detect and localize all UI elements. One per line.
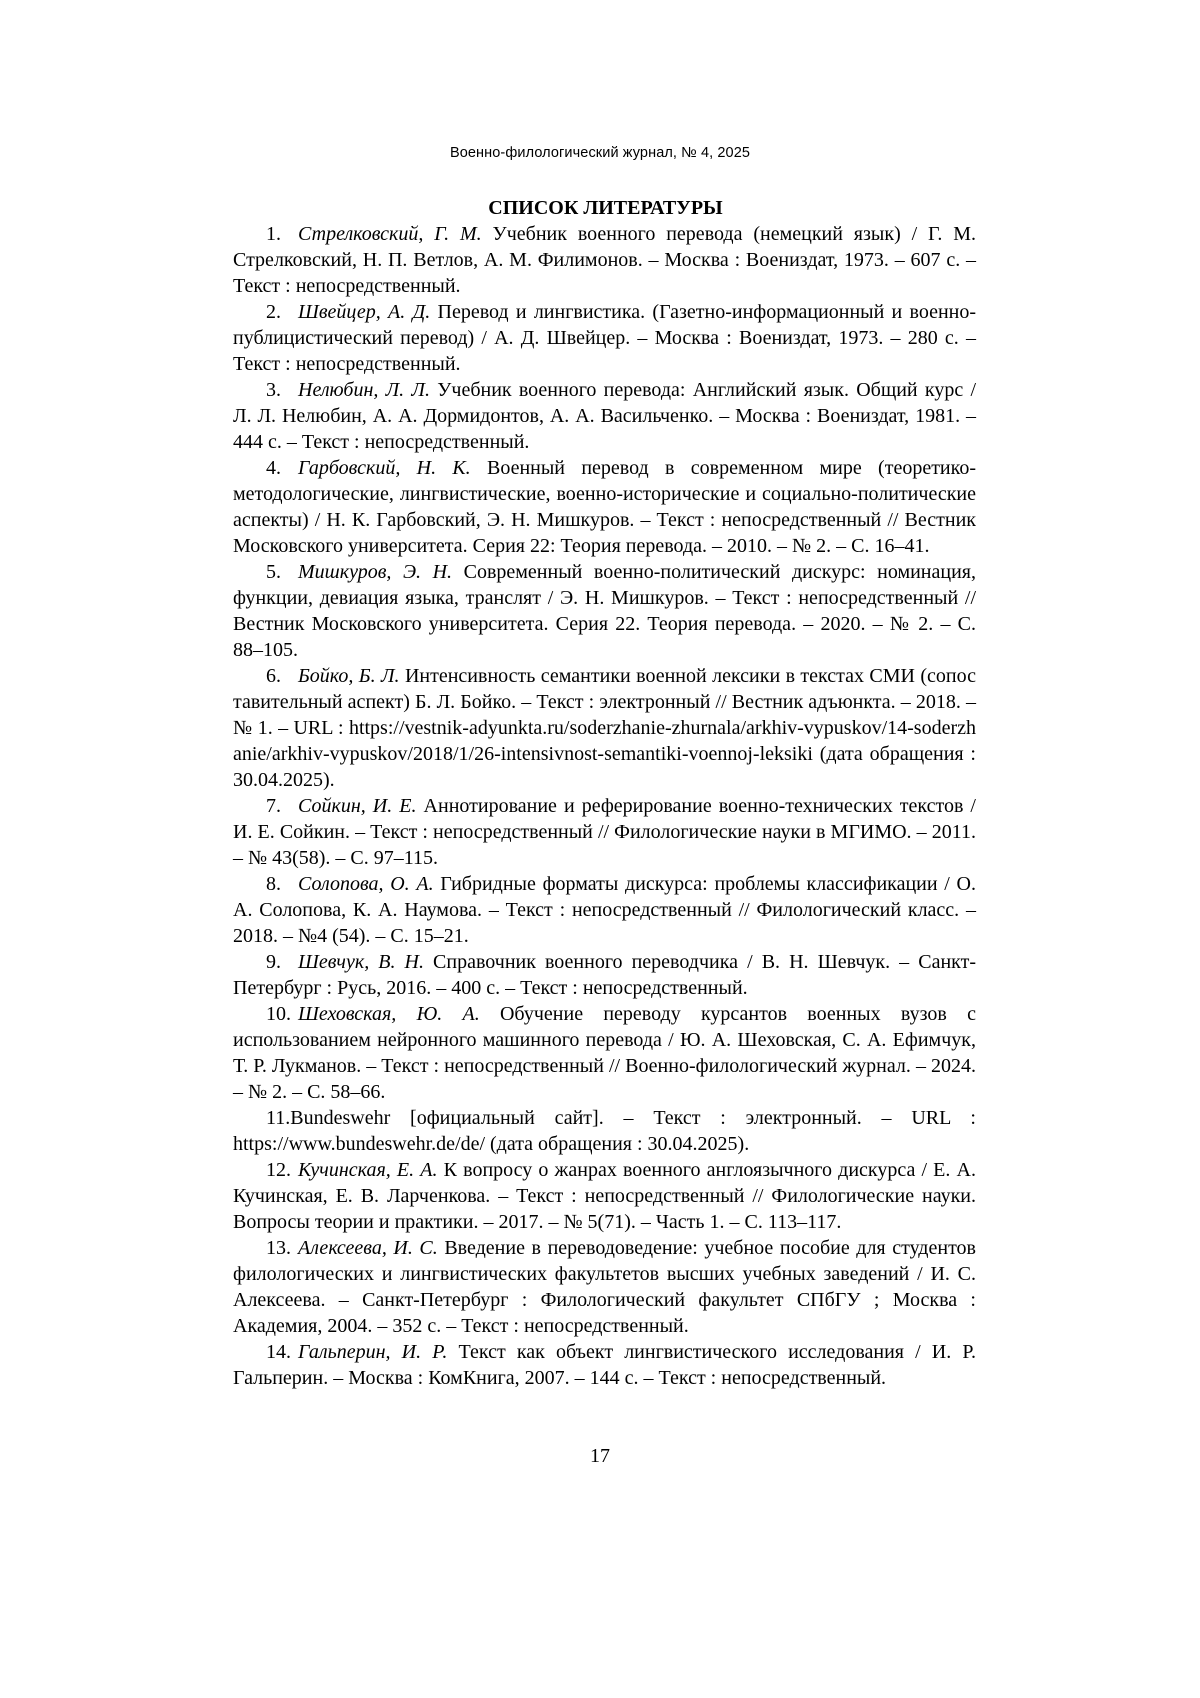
- reference-item: [233, 377, 976, 455]
- reference-author: Мишкуров, Э. Н.: [298, 561, 453, 583]
- reference-text: Обучение переводу курсантов военных вузов с использованием нейронного машинного перевода / Ю. А. Шеховская, С. А. Ефимчук, Т. Р. Лукманов. – Текст : непосредственный // Военно-филологический журнал. – 2024. – № 2. – С. 58–66.: [233, 1003, 976, 1103]
- reference-number: 6.: [266, 665, 281, 687]
- reference-text: Гибридные форматы дискурса: проблемы классификации / О. А. Солопова, К. А. Наумова. – Текст : непосредственный // Филологический класс. – 2018. – №4 (54). – С. 15–21.: [233, 873, 976, 947]
- reference-author: Алексеева, И. С.: [298, 1237, 438, 1259]
- reference-author: Сойкин, И. Е.: [298, 795, 417, 817]
- reference-text: Военный перевод в современном мире (теоретико-методологические, лингвистические, военно-исторические и социально-политические аспекты) / Н. К. Гарбовский, Э. Н. Мишкуров. – Текст : непосредственный // Вестник Московского университета. Серия 22: Теория перевода. – 2010. – № 2. – С. 16–41.: [233, 457, 976, 557]
- reference-author: Кучинская, Е. А.: [298, 1159, 438, 1181]
- reference-author: Стрелковский, Г. М.: [298, 223, 482, 245]
- references-section: [233, 195, 976, 1391]
- reference-number: 13.: [266, 1237, 291, 1259]
- reference-text: Современный военно-политический дискурс: номинация, функции, девиация языка, транслят / Э. Н. Мишкуров. – Текст : непосредственный // Вестник Московского университета. Серия 22. Теория перевода. – 2020. – № 2. – С. 88–105.: [233, 561, 976, 661]
- reference-item: [233, 559, 976, 663]
- reference-number: 5.: [266, 561, 281, 583]
- reference-item: [233, 793, 976, 871]
- reference-number: 8.: [266, 873, 281, 895]
- reference-author: Бойко, Б. Л.: [298, 665, 400, 687]
- reference-item: [233, 871, 976, 949]
- section-title: СПИСОК ЛИТЕРАТУРЫ: [488, 197, 723, 219]
- reference-number: 4.: [266, 457, 281, 479]
- reference-text: Справочник военного переводчика / В. Н. Шевчук. – Санкт-Петербург : Русь, 2016. – 400 с. – Текст : непосредственный.: [233, 951, 977, 999]
- reference-author: Шеховская, Ю. А.: [298, 1003, 480, 1025]
- reference-text: Bundeswehr [официальный сайт]. – Текст : электронный. – URL : https://www.bundeswehr.de/de/ (дата обращения : 30.04.2025).: [233, 1107, 976, 1155]
- reference-text: Учебник военного перевода (немецкий язык) / Г. М. Стрелковский, Н. П. Ветлов, А. М. Филимонов. – Москва : Воениздат, 1973. – 607 с. – Текст : непосредственный.: [233, 223, 976, 297]
- reference-text: Текст как объект лингвистического исследования / И. Р. Гальперин. – Москва : КомКнига, 2007. – 144 с. – Текст : непосредственный.: [233, 1341, 976, 1389]
- reference-number: 9.: [266, 951, 281, 973]
- reference-item: [233, 1339, 976, 1391]
- reference-text: Введение в переводоведение: учебное пособие для студентов филологических и лингвистических факультетов высших учебных заведений / И. С. Алексеева. – Санкт-Петербург : Филологический факультет СПбГУ ; Москва : Академия, 2004. – 352 с. – Текст : непосредственный.: [233, 1237, 976, 1337]
- reference-text: Перевод и лингвистика. (Газетно-информационный и военно-публицистический перевод) / А. Д. Швейцер. – Москва : Воениздат, 1973. – 280 с. – Текст : непосредственный.: [233, 301, 977, 375]
- reference-item: [233, 1157, 976, 1235]
- reference-number: 1.: [266, 223, 281, 245]
- page-number: 17: [590, 1445, 610, 1467]
- reference-number: 10.: [266, 1003, 291, 1025]
- reference-text: Аннотирование и реферирование военно-технических текстов / И. Е. Сойкин. – Текст : непосредственный // Филологические науки в МГИМО. – 2011. – № 43(58). – С. 97–115.: [233, 795, 976, 869]
- running-header: Военно-филологический журнал, № 4, 2025: [449, 145, 751, 161]
- reference-item: [233, 1105, 976, 1157]
- reference-author: Шевчук, В. Н.: [298, 951, 424, 973]
- reference-item: [233, 1235, 976, 1339]
- reference-author: Швейцер, А. Д.: [298, 301, 431, 323]
- reference-author: Гарбовский, Н. К.: [298, 457, 471, 479]
- reference-author: Нелюбин, Л. Л.: [298, 379, 430, 401]
- reference-number: 11.: [266, 1107, 291, 1129]
- reference-item: [233, 221, 976, 299]
- reference-item: [233, 299, 976, 377]
- reference-author: Солопова, О. А.: [298, 873, 434, 895]
- reference-text: К вопросу о жанрах военного англоязычного дискурса / Е. А. Кучинская, Е. В. Ларченкова. – Текст : непосредственный // Филологические науки. Вопросы теории и практики. – 2017. – № 5(71). – Часть 1. – С. 113–117.: [233, 1159, 976, 1233]
- reference-author: Гальперин, И. Р.: [298, 1341, 448, 1363]
- reference-item: [233, 663, 976, 793]
- reference-number: 2.: [266, 301, 281, 323]
- reference-number: 14.: [266, 1341, 291, 1363]
- reference-text: Учебник военного перевода: Английский язык. Общий курс / Л. Л. Нелюбин, А. А. Дормидонтов, А. А. Васильченко. – Москва : Воениздат, 1981. – 444 с. – Текст : непосредственный.: [233, 379, 977, 453]
- reference-item: [233, 949, 976, 1001]
- reference-number: 12.: [266, 1159, 291, 1181]
- reference-number: 7.: [266, 795, 281, 817]
- reference-item: [233, 455, 976, 559]
- reference-text: Интенсивность семантики военной лексики в текстах СМИ (сопоставительный аспект) Б. Л. Бойко. – Текст : электронный // Вестник адъюнкта. – 2018. – № 1. – URL : https://vestnik-adyunkta.ru/soderzhanie-zhurnala/arkhiv-vypuskov/14-soderzhanie/arkhiv-vypuskov/2018/1/26-intensivnost-semantiki-voennoj-leksiki (дата обращения : 30.04.2025).: [233, 665, 976, 791]
- reference-list: [233, 221, 976, 1391]
- reference-number: 3.: [266, 379, 281, 401]
- reference-item: [233, 1001, 976, 1105]
